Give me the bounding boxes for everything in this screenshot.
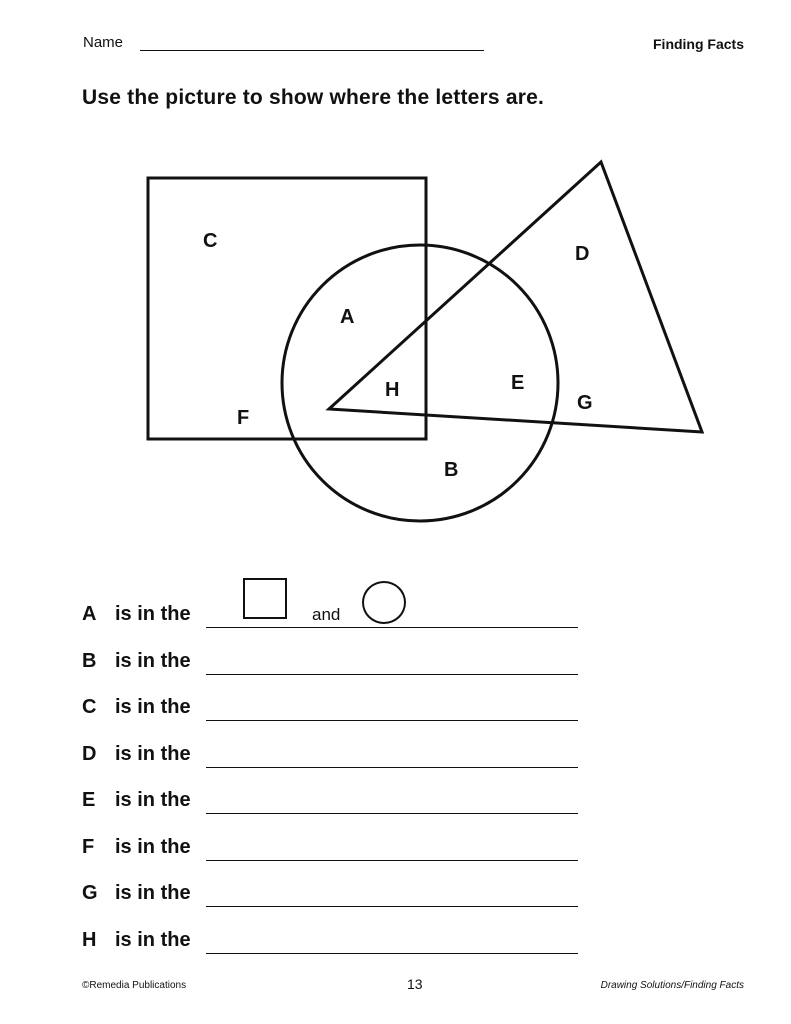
question-letter: H (82, 929, 97, 951)
answer-line[interactable] (206, 906, 578, 907)
page-number: 13 (407, 976, 423, 992)
question-text: is in the (115, 650, 191, 672)
answer-line[interactable] (206, 720, 578, 721)
question-letter: C (82, 696, 97, 718)
square-icon (243, 578, 287, 619)
publisher-credit: ©Remedia Publications (82, 980, 187, 991)
diagram-label-a: A (340, 306, 355, 328)
example-connector: and (312, 605, 341, 624)
answer-line[interactable] (206, 953, 578, 954)
diagram-label-h: H (385, 379, 400, 401)
circle-icon (362, 581, 406, 624)
question-text: is in the (115, 882, 191, 904)
answer-line[interactable] (206, 674, 578, 675)
diagram-label-e: E (511, 372, 525, 394)
worksheet-title: Finding Facts (653, 36, 744, 52)
question-text: is in the (115, 696, 191, 718)
answer-line[interactable] (206, 860, 578, 861)
diagram-label-f: F (237, 407, 250, 429)
question-letter: E (82, 789, 96, 811)
question-text: is in the (115, 603, 191, 625)
question-letter: F (82, 836, 95, 858)
question-letter: B (82, 650, 97, 672)
question-text: is in the (115, 836, 191, 858)
question-letter: D (82, 743, 97, 765)
diagram-label-d: D (575, 243, 590, 265)
diagram-label-c: C (203, 230, 218, 252)
question-letter: G (82, 882, 98, 904)
answer-line[interactable] (206, 767, 578, 768)
answer-line[interactable] (206, 813, 578, 814)
series-title: Drawing Solutions/Finding Facts (600, 980, 744, 991)
example-answer (243, 578, 413, 628)
instruction-heading: Use the picture to show where the letters are. (82, 86, 544, 109)
diagram-label-b: B (444, 459, 459, 481)
name-label: Name (83, 34, 124, 51)
question-text: is in the (115, 789, 191, 811)
question-text: is in the (115, 929, 191, 951)
diagram-label-g: G (577, 392, 593, 414)
question-text: is in the (115, 743, 191, 765)
question-letter: A (82, 603, 97, 625)
